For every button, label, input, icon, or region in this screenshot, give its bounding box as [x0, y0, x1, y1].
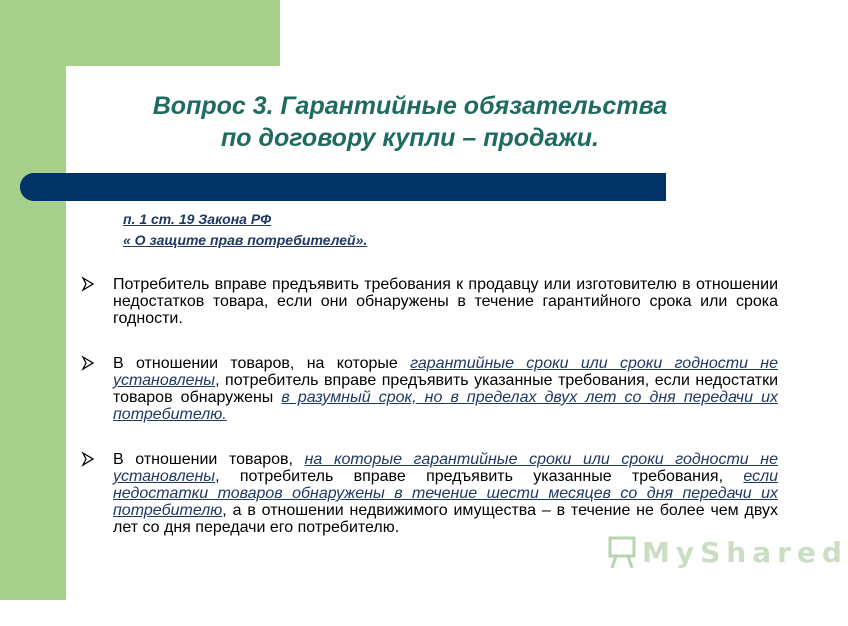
bullet-3-text-b: , потребитель вправе предъявить указанные требования,: [215, 468, 744, 485]
presentation-board-icon: [608, 536, 638, 570]
arrow-bullet-icon: [82, 356, 94, 370]
bullet-list: [82, 276, 778, 564]
citation-line-1: п. 1 ст. 19 Закона РФ: [123, 211, 272, 227]
arrow-bullet-icon: [82, 452, 94, 466]
bullet-2-text-a: В отношении товаров, на которые: [113, 355, 411, 372]
bullet-2-emphasis-a: гарантийные сроки или сроки годности не установлены: [113, 355, 778, 389]
top-green-band: [0, 0, 280, 66]
left-green-band: [0, 0, 66, 600]
title-line-2: по договору купли – продажи.: [221, 124, 599, 152]
bullet-2-emphasis-b: в разумный срок, но в пределах двух лет со дня передачи их потребителю.: [113, 389, 778, 423]
bullet-item-3: [82, 451, 778, 536]
bullet-2-text-b: , потребитель вправе предъявить указанные требования, если недостатки товаров обнаружены: [113, 372, 778, 406]
title-divider-cap: [20, 173, 54, 201]
title-line-1: Вопрос 3. Гарантийные обязательства: [152, 92, 668, 120]
law-citation: [123, 209, 367, 251]
citation-line-2: « О защите прав потребителей».: [123, 232, 368, 248]
bullet-3-emphasis-a: на которые гарантийные сроки или сроки годности не установлены: [113, 451, 779, 485]
title-divider-bar: [20, 173, 666, 201]
myshared-watermark: MyShared: [642, 536, 848, 569]
bullet-item-2: [82, 355, 778, 423]
bullet-1-text: Потребитель вправе предъявить требования к продавцу или изготовителю в отношении недостатков товара, если они обнаружены в течение гарантийного срока или срока годности.: [113, 276, 778, 327]
bullet-3-text-a: В отношении товаров,: [113, 451, 305, 468]
bullet-3-emphasis-b: если недостатки товаров обнаружены в течение шести месяцев со дня передачи их потребителю: [113, 468, 778, 519]
slide-title: [70, 90, 750, 154]
bullet-3-text-c: , а в отношении недвижимого имущества – в течение не более чем двух лет со дня передачи его потребителю.: [113, 502, 778, 536]
arrow-bullet-icon: [82, 277, 94, 291]
bullet-item-1: [82, 276, 778, 327]
